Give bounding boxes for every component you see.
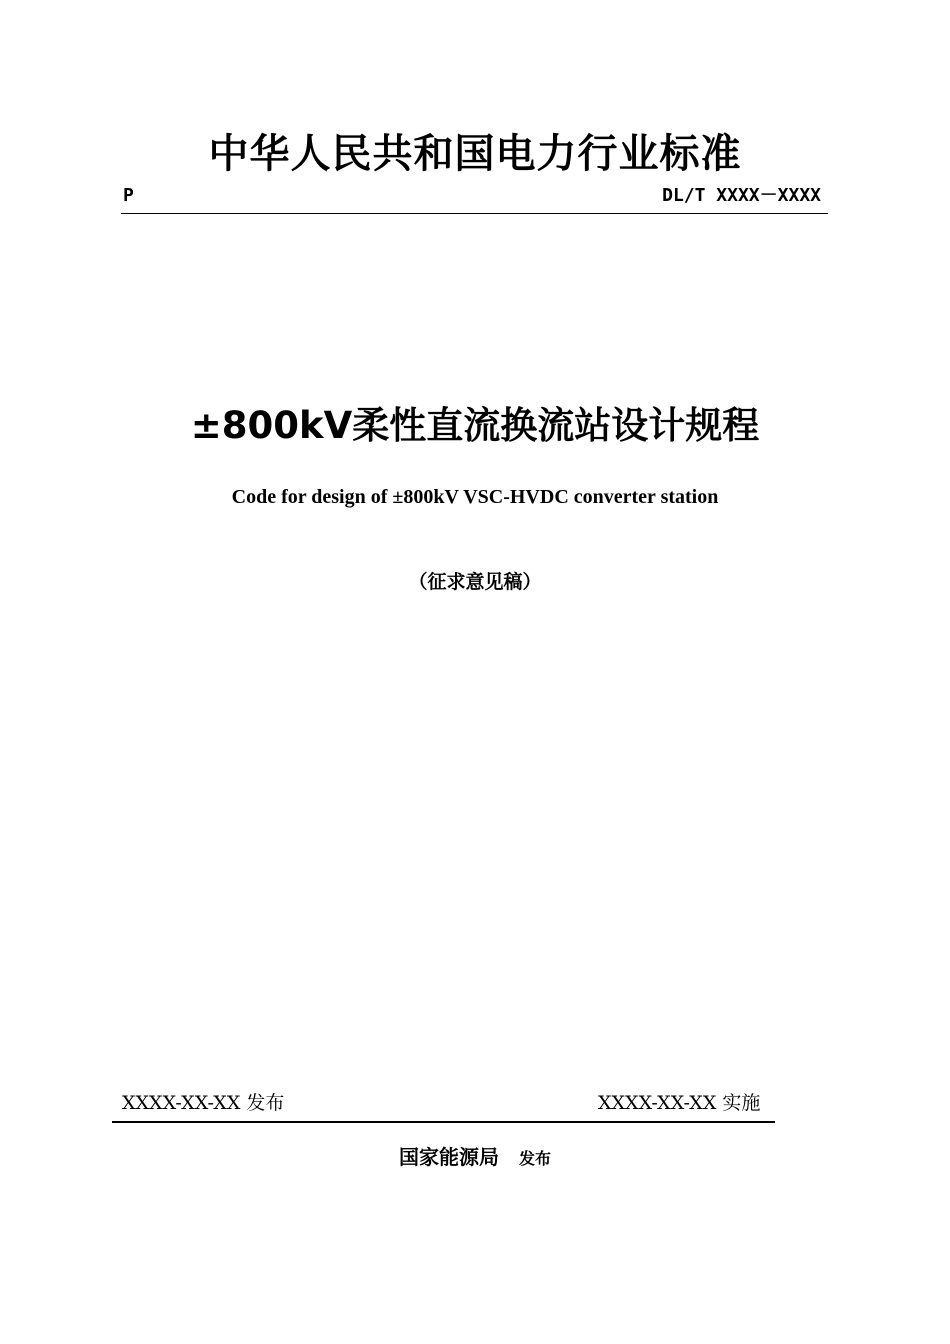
classification-code: P <box>123 185 134 206</box>
header-divider <box>121 213 828 214</box>
implement-date: XXXX-XX-XX 实施 <box>598 1092 761 1114</box>
standard-number: DL/T XXXX－XXXX <box>662 185 821 206</box>
document-title: ±800kV柔性直流换流站设计规程 <box>190 404 760 447</box>
draft-status: （征求意见稿） <box>408 571 542 593</box>
document-english-title: Code for design of ±800kV VSC-HVDC converter station <box>231 486 719 508</box>
issued-label: 发布 <box>518 1149 551 1168</box>
issuer-line <box>0 1142 950 1174</box>
publish-date: XXXX-XX-XX 发布 <box>122 1092 285 1114</box>
standard-category-title: 中华人民共和国电力行业标准 <box>208 131 742 177</box>
footer-divider <box>112 1121 775 1123</box>
issuing-authority: 国家能源局 <box>398 1145 499 1169</box>
